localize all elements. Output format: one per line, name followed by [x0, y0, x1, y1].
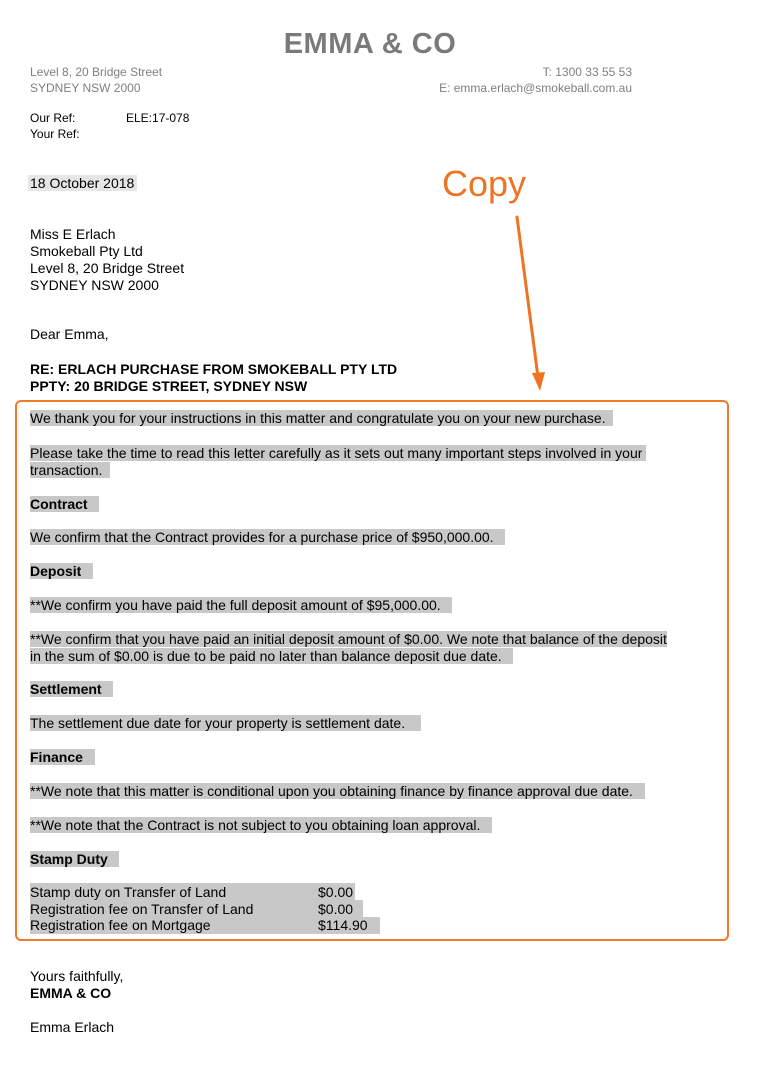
deposit-heading[interactable]: Deposit: [30, 563, 82, 579]
fee-label: Registration fee on Mortgage: [30, 917, 211, 933]
copy-annotation-label: Copy: [442, 163, 527, 204]
settlement-heading[interactable]: Settlement: [30, 681, 102, 697]
please-read-line1[interactable]: Please take the time to read this letter carefully as it sets out many important steps involved in your: [30, 445, 643, 461]
firm-phone: T: 1300 33 55 53: [542, 65, 632, 79]
our-ref-value: ELE:17-078: [126, 111, 190, 125]
please-read-line2[interactable]: transaction.: [30, 462, 103, 478]
fee-label: Stamp duty on Transfer of Land: [30, 884, 227, 900]
copy-arrow-icon: [500, 205, 560, 400]
fee-row[interactable]: [30, 884, 380, 900]
contract-heading[interactable]: Contract: [30, 496, 88, 512]
copy-selection-frame: [15, 400, 729, 941]
finance-paragraph-loan[interactable]: **We note that the Contract is not subject to you obtaining loan approval.: [30, 817, 481, 833]
letter-date: 18 October 2018: [28, 175, 137, 191]
deposit-paragraph-initial-line1[interactable]: **We confirm that you have paid an initial deposit amount of $0.00. We note that balance of the deposit: [30, 631, 667, 647]
recipient-company: Smokeball Pty Ltd: [30, 243, 143, 259]
subject-line1: RE: ERLACH PURCHASE FROM SMOKEBALL PTY LTD: [30, 361, 398, 377]
subject-line2: PPTY: 20 BRIDGE STREET, SYDNEY NSW: [30, 378, 308, 394]
your-ref-label: Your Ref:: [30, 127, 80, 141]
valediction: Yours faithfully,: [30, 968, 124, 984]
salutation: Dear Emma,: [30, 326, 109, 342]
fee-label: Registration fee on Transfer of Land: [30, 901, 254, 917]
finance-heading[interactable]: Finance: [30, 749, 83, 765]
fee-row[interactable]: [30, 917, 380, 933]
signatory-name: Emma Erlach: [30, 1019, 115, 1035]
fee-amount: $0.00: [318, 901, 354, 917]
finance-paragraph-conditional[interactable]: **We note that this matter is conditional upon you obtaining finance by finance approval due date.: [30, 783, 633, 799]
firm-email: E: emma.erlach@smokeball.com.au: [439, 81, 632, 95]
intro-paragraph[interactable]: We thank you for your instructions in this matter and congratulate you on your new purchase.: [30, 410, 606, 426]
our-ref-label: Our Ref:: [30, 111, 76, 125]
deposit-paragraph-full[interactable]: **We confirm you have paid the full deposit amount of $95,000.00.: [30, 597, 441, 613]
firm-address-line1: Level 8, 20 Bridge Street: [30, 65, 163, 79]
stamp-duty-heading[interactable]: Stamp Duty: [30, 851, 108, 867]
fee-amount: $114.90: [318, 917, 368, 933]
deposit-paragraph-initial-line2[interactable]: in the sum of $0.00 is due to be paid no later than balance deposit due date.: [30, 648, 502, 664]
firm-address-line2: SYDNEY NSW 2000: [30, 81, 141, 95]
fee-row[interactable]: [30, 901, 380, 917]
recipient-name: Miss E Erlach: [30, 226, 116, 242]
fee-amount: $0.00: [318, 884, 354, 900]
recipient-city: SYDNEY NSW 2000: [30, 277, 159, 293]
contract-paragraph[interactable]: We confirm that the Contract provides for a purchase price of $950,000.00.: [30, 529, 494, 545]
settlement-paragraph[interactable]: The settlement due date for your property is settlement date.: [30, 715, 406, 731]
firm-name-header: EMMA & CO: [283, 28, 457, 60]
recipient-street: Level 8, 20 Bridge Street: [30, 260, 185, 276]
closing-firm-name: EMMA & CO: [30, 985, 112, 1001]
